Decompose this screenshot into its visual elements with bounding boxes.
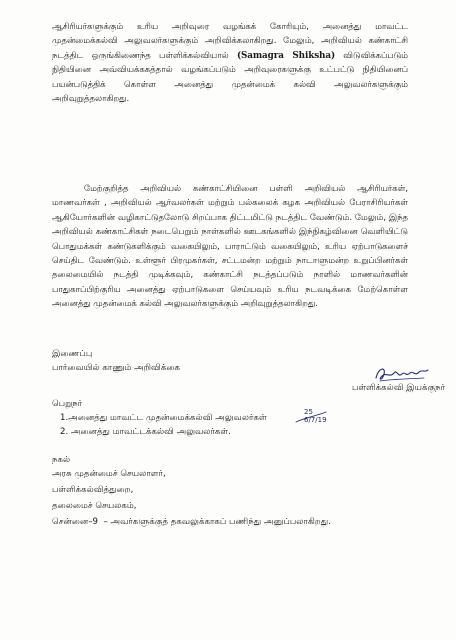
copy-line-2: பள்ளிக்கல்வித்துறை,: [52, 485, 134, 495]
samagra-shiksha-label: (Samagra Shiksha): [236, 50, 336, 61]
paragraph-1: [52, 20, 408, 106]
paragraph-1-text-a: ஆசிரியர்களுக்கும் உரிய அறிவுரை வழங்கக் கோரியும், அனைத்து மாவட்ட முதன்மைக்கல்வி அலுவலர்களுக்கும் அறிவிக்கலாகிறது. மேலும், அறிவியல் கண்காட்சி நடத்திட ஒருங்கிணைந்த பள்ளிக்கல்வியால்: [52, 22, 408, 61]
paragraph-2: மேற்குறித்த அறிவியல் கண்காட்சியினை பள்ளி அறிவியல் ஆசிரியர்கள், மாணவர்கள் , அறிவியல் ஆர்வலர்கள் மற்றும் பல்கலைக் கழக அறிவியல் பேராசிரியர்கள் ஆகியோர்களின் வழிகாட்டுதலோடு சிறப்பாக திட்டமிட்டு நடத்திட வேண்டும். மேலும், இந்த அறிவியல் கண்காட்சிகள் நடைபெறும் நாள்களில் ஊடகங்களில் இந்நிகழ்வினை வெளியிட்டு பொதுமக்கள் கண்டுகளிக்கும் வகையிலும், பாராட்டும் வகையிலும், உரிய ஏற்பாடுகளைச் செய்திட வேண்டும். உள்ளூர் பிரமுகர்கள், சட்டமன்ற மற்றும் நாடாளுமன்ற உறுப்பினர்கள் தலைமையில் நடத்தி முடிக்கவும், கண்காட்சி நடத்தப்படும் நாளில் மாணவர்களின் பாதுகாப்பிற்குரிய அனைத்து ஏற்பாடுகளை செய்யவும் உரிய நடவடிக்கை மேற்கொள்ள அனைத்து முதன்மைக் கல்வி அலுவலர்களுக்கும் அறிவுறுத்தலாகிறது.: [52, 184, 408, 310]
enclosure-label: இணைப்பு: [52, 349, 93, 359]
enclosure-item: பார்வையில் காணும் அறிவிக்கை: [52, 363, 180, 373]
recipients-label: பெறுநர்: [52, 399, 83, 409]
recipient-item-2: 2. அனைத்து மாவட்டக்கல்வி அலுவலர்கள்.: [60, 427, 231, 437]
paragraph-1-text-b: விடுவிக்கப்படும் நிதியினை அவ்வியக்ககத்தால் வழங்கப்படும் அறிவுரைகளுக்கு உட்பட்டு நிதியினைப் பயன்படுத்திக் கொள்ள அனைத்து முதன்மைக் கல்வி அலுவலர்களுக்கும் அறிவுறுத்தலாகிறது.: [52, 50, 408, 105]
handwritten-date: 25 6/7/19: [304, 408, 327, 424]
copy-city: சென்னை–9: [52, 517, 99, 527]
recipient-item-1: 1.அனைத்து மாவட்ட முதன்மைக்கல்வி அலுவலர்கள்: [60, 413, 267, 423]
copy-line-1: அரசு முதன்மைச் செயலாளர்,: [52, 469, 166, 479]
copy-label: நகல்: [52, 455, 71, 465]
copy-line-3: தலைமைச் செயலகம்,: [52, 501, 137, 511]
signatory-title: பள்ளிக்கல்வி இயக்குநர்: [352, 383, 446, 393]
copy-forward-note: – அவர்களுக்குத் தகவலுக்காகப் பணிந்து அனுப்பலாகிறது.: [103, 517, 331, 527]
copy-line-4: [52, 516, 331, 528]
